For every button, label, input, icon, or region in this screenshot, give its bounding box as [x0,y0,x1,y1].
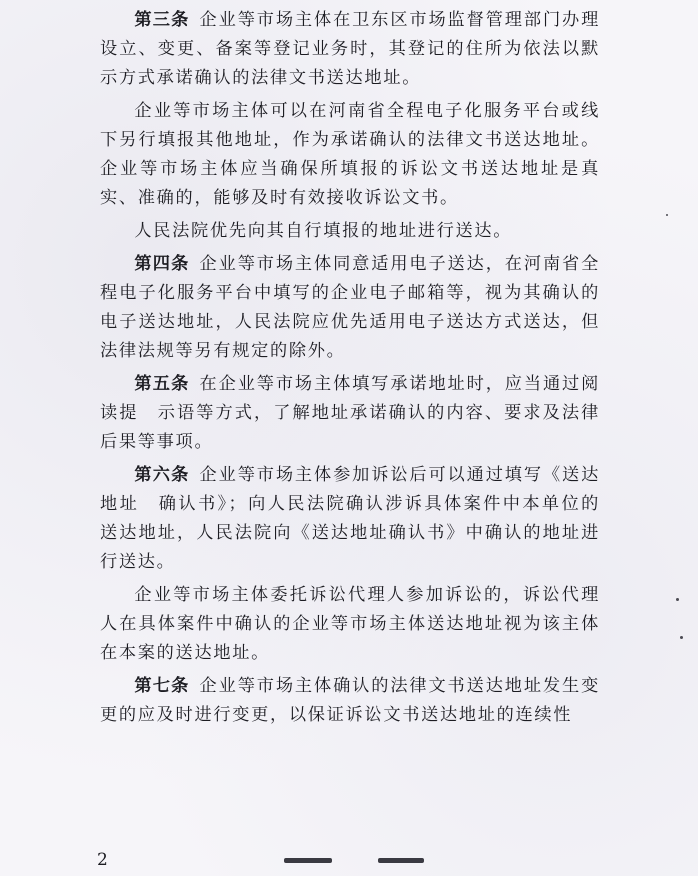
paragraph-text: 企业等市场主体可以在河南省全程电子化服务平台或线下另行填报其他地址，作为承诺确认的法律文书送达地址。企业等市场主体应当确保所填报的诉讼文书送达地址是真实、准确的，能够及时有效接收诉讼文书。 [100,101,600,208]
paragraph-text: 人民法院优先向其自行填报的地址进行送达。 [134,221,513,241]
paragraph-text: 企业等市场主体确认的法律文书送达地址发生变更的应及时进行变更，以保证诉讼文书送达地址的连续性 [100,676,600,725]
paragraph-text: 企业等市场主体参加诉讼后可以通过填写《送达地址 确认书》；向人民法院确认涉诉具体案件中本单位的送达地址，人民法院向《送达地址确认书》中确认的地址进行送达。 [100,465,600,572]
article-5-paragraph [100,370,600,457]
binding-mark-right [378,858,424,863]
article-6-paragraph [100,461,600,577]
article-7-paragraph [100,672,600,730]
agent-address-paragraph [100,581,600,668]
scan-speck [666,214,668,216]
scan-speck [680,636,683,639]
paragraph-text: 企业等市场主体同意适用电子送达，在河南省全程电子化服务平台中填写的企业电子邮箱等，视为其确认的电子送达地址，人民法院应优先适用电子送达方式送达，但法律法规等另有规定的除外。 [100,254,600,361]
article-4-paragraph [100,250,600,366]
article-number: 第三条 [134,10,190,30]
binding-mark-left [284,858,332,863]
article-number: 第七条 [134,676,190,696]
article-3-paragraph [100,6,600,93]
page-number: 2 [97,850,108,870]
article-number: 第五条 [134,374,190,394]
paragraph-text: 在企业等市场主体填写承诺地址时，应当通过阅读提 示语等方式，了解地址承诺确认的内容、要求及法律后果等事项。 [100,374,600,452]
document-body [100,6,600,730]
court-priority-paragraph [100,217,600,246]
article-number: 第六条 [134,465,190,485]
paragraph-text: 企业等市场主体委托诉讼代理人参加诉讼的，诉讼代理人在具体案件中确认的企业等市场主体送达地址视为该主体在本案的送达地址。 [100,585,600,663]
article-3-address-paragraph [100,97,600,213]
article-number: 第四条 [134,254,190,274]
scan-speck [676,598,679,601]
paragraph-text: 企业等市场主体在卫东区市场监督管理部门办理设立、变更、备案等登记业务时，其登记的住所为依法以默示方式承诺确认的法律文书送达地址。 [100,10,600,88]
